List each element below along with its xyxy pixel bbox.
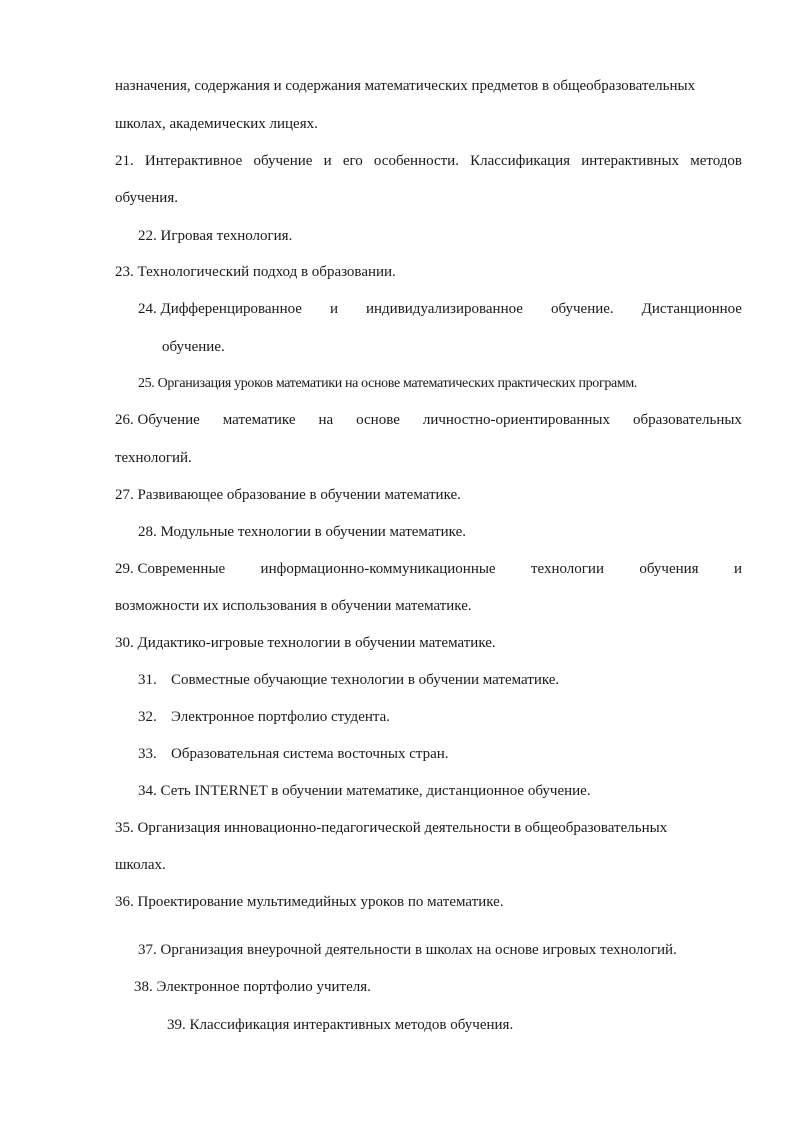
word: обучения	[639, 561, 699, 577]
list-item-28: 28. Модульные технологии в обучении математике.	[138, 524, 466, 540]
list-item-21	[115, 152, 742, 170]
item-number: 31.	[138, 672, 157, 688]
list-item-24-cont: обучение.	[162, 339, 225, 355]
list-item-22: 22. Игровая технология.	[138, 228, 293, 244]
word: на	[318, 412, 334, 428]
word: 26. Обучение	[115, 412, 200, 428]
paragraph-line: назначения, содержания и содержания математических предметов в общеобразовательных	[115, 78, 696, 94]
list-item-31	[138, 671, 559, 689]
list-item-29	[115, 560, 742, 578]
list-item-35: 35. Организация инновационно-педагогической деятельности в общеобразовательных	[115, 820, 668, 836]
list-item-36: 36. Проектирование мультимедийных уроков по математике.	[115, 894, 504, 910]
list-item-24	[138, 300, 742, 318]
word: Интерактивное	[144, 153, 243, 169]
word: основе	[356, 412, 400, 428]
word: его	[342, 153, 363, 169]
list-item-23: 23. Технологический подход в образовании.	[115, 264, 396, 280]
word: и	[733, 561, 742, 577]
list-item-30: 30. Дидактико-игровые технологии в обучении математике.	[115, 635, 496, 651]
word: индивидуализированное	[365, 301, 523, 317]
word: Классификация	[470, 153, 571, 169]
list-item-29-cont: возможности их использования в обучении математике.	[115, 598, 472, 614]
list-item-38: 38. Электронное портфолио учителя.	[134, 979, 371, 995]
list-item-26	[115, 411, 742, 429]
list-item-35-cont: школах.	[115, 857, 166, 873]
item-text: Образовательная система восточных стран.	[171, 746, 449, 762]
list-item-32	[138, 708, 390, 726]
word: и	[323, 153, 332, 169]
item-text: Совместные обучающие технологии в обучении математике.	[171, 672, 560, 688]
word: 24. Дифференцированное	[138, 301, 302, 317]
word: обучение	[253, 153, 313, 169]
word: личностно-ориентированных	[422, 412, 611, 428]
word: Дистанционное	[641, 301, 742, 317]
word: особенности.	[373, 153, 459, 169]
list-item-39: 39. Классификация интерактивных методов обучения.	[167, 1017, 514, 1033]
word: технологии	[530, 561, 604, 577]
word: интерактивных	[581, 153, 680, 169]
word: 29. Современные	[115, 561, 226, 577]
item-number: 33.	[138, 746, 157, 762]
list-item-33	[138, 745, 449, 763]
paragraph-line: школах, академических лицеях.	[115, 116, 318, 132]
list-item-34: 34. Сеть INTERNET в обучении математике, дистанционное обучение.	[138, 783, 591, 799]
word: математике	[222, 412, 296, 428]
word: и	[329, 301, 338, 317]
list-item-26-cont: технологий.	[115, 450, 192, 466]
word: информационно-коммуникационные	[260, 561, 496, 577]
list-item-27: 27. Развивающее образование в обучении математике.	[115, 487, 461, 503]
word: образовательных	[633, 412, 742, 428]
item-text: Электронное портфолио студента.	[171, 709, 391, 725]
item-number: 32.	[138, 709, 157, 725]
list-item-37: 37. Организация внеурочной деятельности в школах на основе игровых технологий.	[138, 942, 677, 958]
word: обучение.	[550, 301, 614, 317]
word: методов	[690, 153, 742, 169]
list-item-21-cont: обучения.	[115, 190, 178, 206]
list-item-25: 25. Организация уроков математики на основе математических практических программ.	[138, 376, 638, 391]
item-number: 21.	[115, 153, 134, 169]
